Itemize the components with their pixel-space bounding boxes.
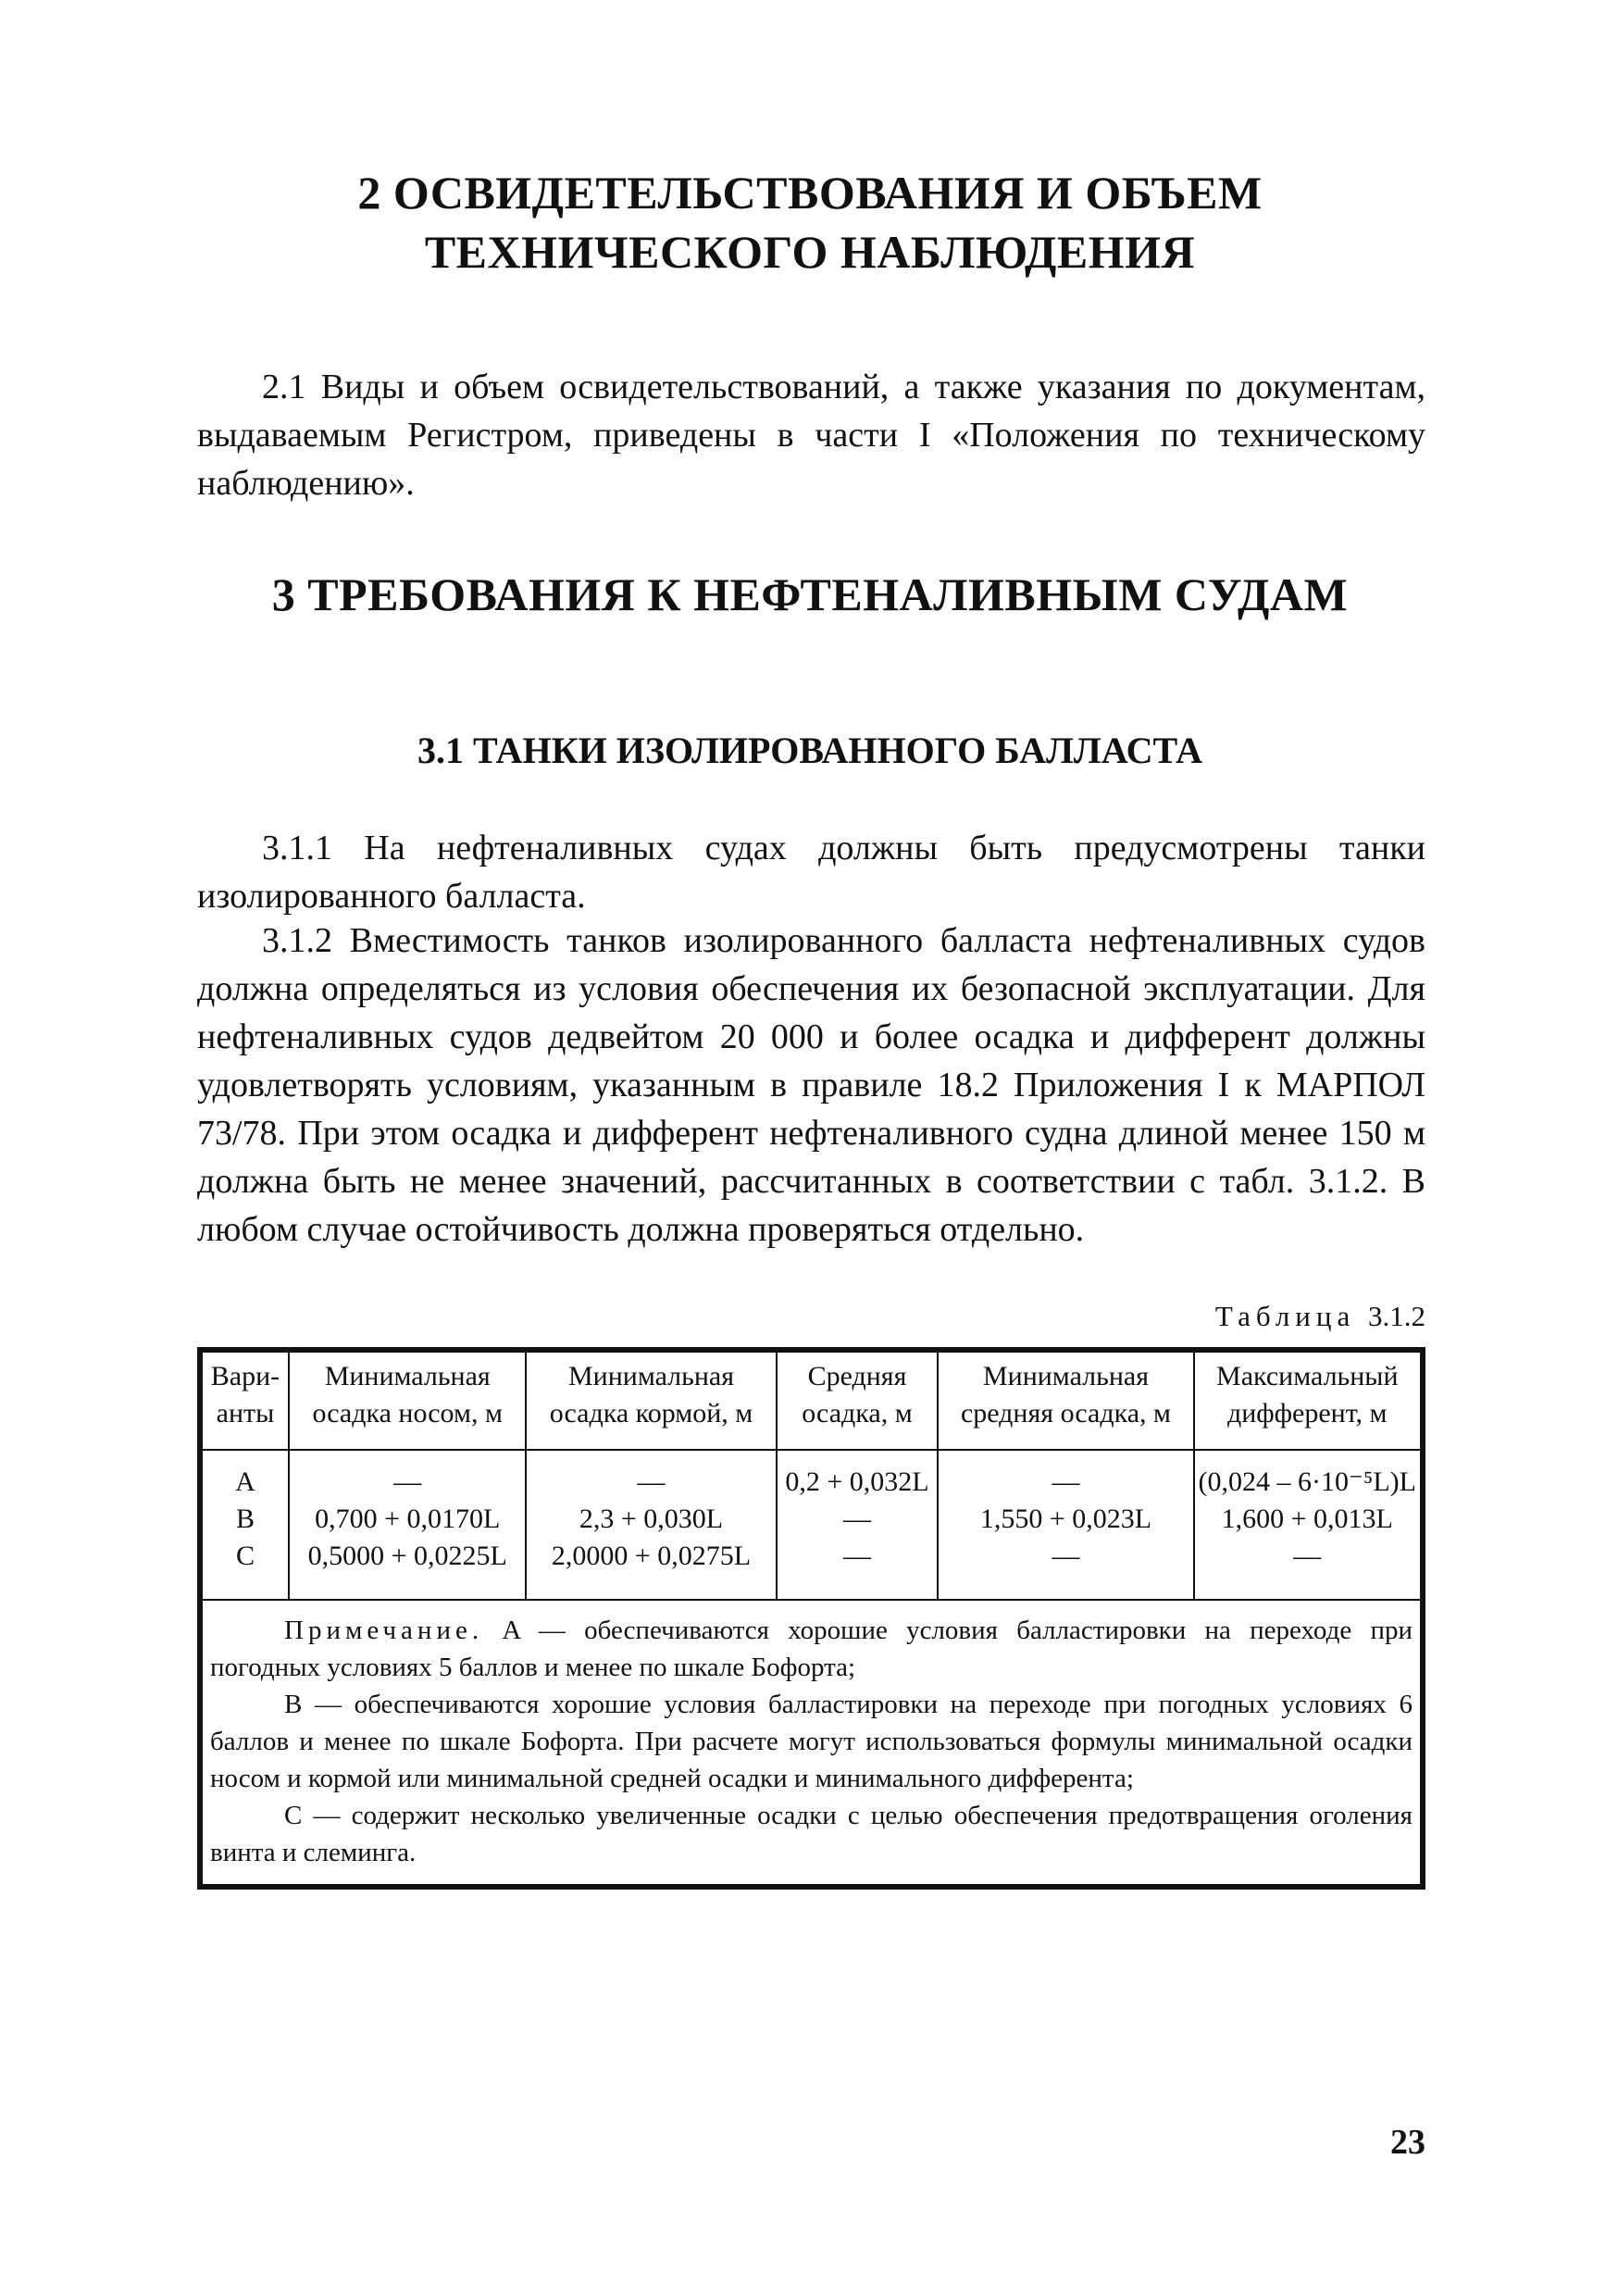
subsection-3-1-heading: 3.1 ТАНКИ ИЗОЛИРОВАННОГО БАЛЛАСТА [417, 730, 1203, 771]
table-3-1-2 [197, 1347, 1425, 1890]
table-cell: 2,0000 + 0,0275L [551, 1541, 752, 1571]
note-paragraph-c: C — содержит несколько увеличенные осадки с целью обеспечения предотвращения оголения винта и слеминга. [210, 1801, 1413, 1867]
table-cell: A [235, 1466, 255, 1497]
paragraph-number: 2.1 [262, 368, 306, 406]
section-2-heading [185, 163, 1435, 281]
paragraph-3-1-2 [197, 917, 1425, 1254]
table-cell: B [235, 1504, 255, 1534]
section-2-heading-line1: 2 ОСВИДЕТЕЛЬСТВОВАНИЯ И ОБЪЕМ [357, 167, 1263, 218]
header-min-mean-draft: Минимальная средняя осадка, м [938, 1352, 1193, 1450]
page-number: 23 [1390, 2123, 1425, 2162]
paragraph-number: 3.1.1 [262, 829, 332, 867]
paragraph-text: Виды и объем освидетельствований, а также указания по документам, выдаваемым Регистром, приведены в части I «Положения по техническому наблюдению». [197, 368, 1425, 503]
note-paragraph-a [210, 1612, 1413, 1686]
table-cell: (0,024 – 6·10⁻⁵L)L [1198, 1466, 1416, 1497]
table-cell: 1,550 + 0,023L [979, 1504, 1152, 1534]
paragraph-text: На нефтеналивных судах должны быть предусмотрены танки изолированного балласта. [197, 829, 1425, 916]
paragraph-2-1 [197, 363, 1425, 507]
table-cell: — [637, 1466, 666, 1497]
header-min-bow-draft: Минимальная осадка носом, м [289, 1352, 527, 1450]
table-cell: 2,3 + 0,030L [579, 1504, 724, 1534]
section-2-heading-line2: ТЕХНИЧЕСКОГО НАБЛЮДЕНИЯ [424, 226, 1196, 278]
table-header-row [202, 1352, 1421, 1450]
table-cell: 0,5000 + 0,0225L [307, 1541, 507, 1571]
min-bow-draft-cell [289, 1450, 527, 1600]
table-cell: 0,700 + 0,0170L [315, 1504, 501, 1534]
note-paragraph-b: B — обеспечиваются хорошие условия балластировки на переходе при погодных условиях 6 баллов и менее по шкале Бофорта. При расчете могут использоваться формулы минимальной осадки носом и кормой или минимальной средней осадки и минимального дифферента; [210, 1690, 1413, 1793]
data-table [201, 1351, 1422, 1886]
table-cell: 0,2 + 0,032L [785, 1466, 929, 1497]
header-min-stern-draft: Минимальная осадка кормой, м [526, 1352, 776, 1450]
section-3-heading: 3 ТРЕБОВАНИЯ К НЕФТЕНАЛИВНЫМ СУДАМ [271, 568, 1349, 620]
table-cell: — [1052, 1541, 1080, 1571]
note-label: Примечание. [284, 1616, 484, 1645]
table-note [202, 1600, 1421, 1885]
table-cell: 1,600 + 0,013L [1221, 1504, 1393, 1534]
table-body-row [202, 1450, 1421, 1600]
header-variants: Вари-анты [202, 1352, 289, 1450]
paragraph-number: 3.1.2 [262, 921, 332, 960]
table-cell: — [1293, 1541, 1322, 1571]
table-caption-number: 3.1.2 [1368, 1300, 1425, 1332]
table-cell: — [842, 1541, 871, 1571]
max-trim-cell [1194, 1450, 1421, 1600]
table-caption [1215, 1300, 1425, 1333]
table-cell: C [235, 1541, 255, 1571]
header-mean-draft: Средняя осадка, м [777, 1352, 939, 1450]
note-text-a: A — обеспечиваются хорошие условия балластировки на переходе при погодных условиях 5 баллов и менее по шкале Бофорта; [210, 1616, 1413, 1682]
min-stern-draft-cell [526, 1450, 776, 1600]
min-mean-draft-cell [938, 1450, 1193, 1600]
table-cell: — [842, 1504, 871, 1534]
mean-draft-cell [777, 1450, 939, 1600]
table-caption-word: Таблица [1214, 1300, 1356, 1332]
table-note-row [202, 1600, 1421, 1885]
table-cell: — [1052, 1466, 1080, 1497]
table-cell: — [393, 1466, 422, 1497]
paragraph-3-1-1 [197, 824, 1425, 920]
paragraph-text: Вместимость танков изолированного балласта нефтеналивных судов должна определяться из условия обеспечения их безопасной эксплуатации. Для нефтеналивных судов дедвейтом 20 000 и более осадка и дифферент должны удовлетворять условиям, указанным в правиле 18.2 Приложения I к МАРПОЛ 73/78. При этом осадка и дифферент нефтеналивного судна длиной менее 150 м должна быть не менее значений, рассчитанных в соответствии с табл. 3.1.2. В любом случае остойчивость должна проверяться отдельно. [197, 921, 1425, 1249]
variants-cell [202, 1450, 289, 1600]
header-max-trim: Максимальный дифферент, м [1194, 1352, 1421, 1450]
